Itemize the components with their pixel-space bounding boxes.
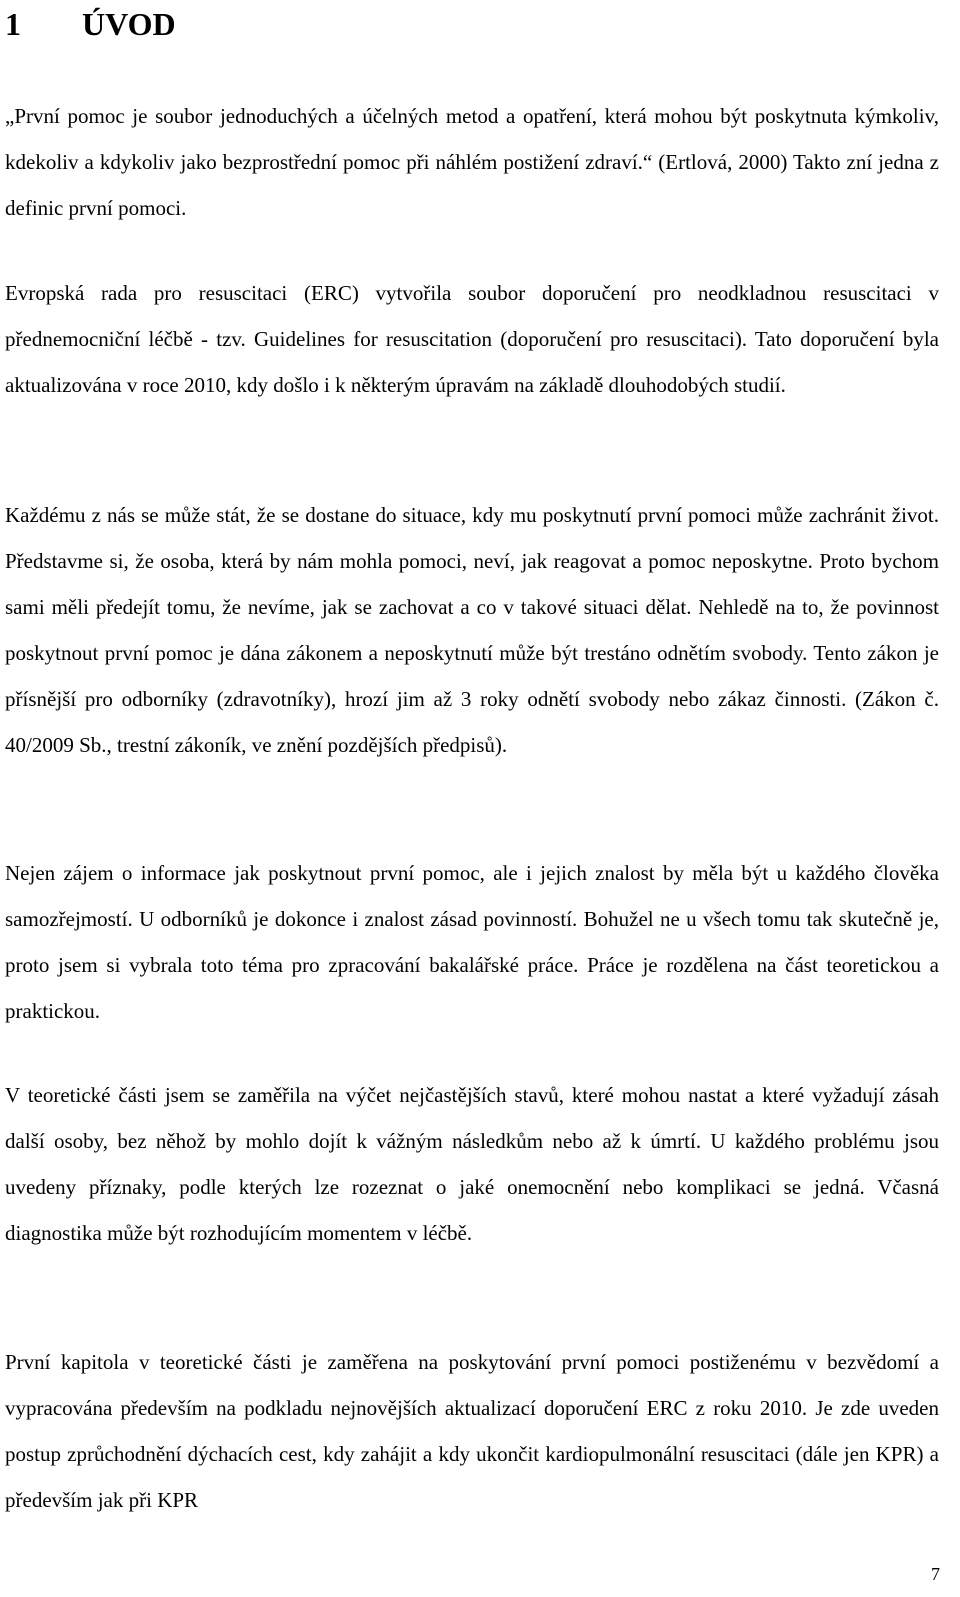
- paragraph-theory-part: V teoretické části jsem se zaměřila na výčet nejčastějších stavů, které mohou nastat a které vyžadují zásah další osoby, bez něhož by mohlo dojít k vážným následkům nebo až k úmrtí. U každého problému jsou uvedeny příznaky, podle kterých lze rozeznat o jaké onemocnění nebo komplikaci se jedná. Včasná diagnostika může být rozhodujícím momentem v léčbě.: [5, 1083, 939, 1245]
- paragraph-erc-guidelines: Evropská rada pro resuscitaci (ERC) vytvořila soubor doporučení pro neodkladnou resuscitaci v přednemocniční léčbě - tzv. Guidelines for resuscitation (doporučení pro resuscitaci). Tato doporučení byla aktualizována v roce 2010, kdy došlo i k některým úpravám na základě dlouhodobých studií.: [5, 281, 939, 397]
- chapter-heading: [5, 2, 176, 46]
- paragraph-definition: „První pomoc je soubor jednoduchých a účelných metod a opatření, která mohou být poskytnuta kýmkoliv, kdekoliv a kdykoliv jako bezprostřední pomoc při náhlém postižení zdraví.“ (Ertlová, 2000) Takto zní jedna z definic první pomoci.: [5, 104, 939, 220]
- paragraph-first-chapter: První kapitola v teoretické části je zaměřena na poskytování první pomoci postiženému v bezvědomí a vypracována především na podkladu nejnovějších aktualizací doporučení ERC z roku 2010. Je zde uveden postup zprůchodnění dýchacích cest, kdy zahájit a kdy ukončit kardiopulmonální resuscitaci (dále jen KPR) a především jak při KPR: [5, 1350, 939, 1512]
- paragraph-topic-motivation: Nejen zájem o informace jak poskytnout první pomoc, ale i jejich znalost by měla být u každého člověka samozřejmostí. U odborníků je dokonce i znalost zásad povinností. Bohužel ne u všech tomu tak skutečně je, proto jsem si vybrala toto téma pro zpracování bakalářské práce. Práce je rozdělena na část teoretickou a praktickou.: [5, 861, 939, 1023]
- chapter-number: 1: [5, 6, 21, 42]
- page-number: 7: [931, 1564, 940, 1584]
- paragraph-legal-obligation: Každému z nás se může stát, že se dostane do situace, kdy mu poskytnutí první pomoci může zachránit život. Představme si, že osoba, která by nám mohla pomoci, neví, jak reagovat a pomoc neposkytne. Proto bychom sami měli předejít tomu, že nevíme, jak se zachovat a co v takové situaci dělat. Nehledě na to, že povinnost poskytnout první pomoc je dána zákonem a neposkytnutí může být trestáno odnětím svobody. Tento zákon je přísnější pro odborníky (zdravotníky), hrozí jim až 3 roky odnětí svobody nebo zákaz činnosti. (Zákon č. 40/2009 Sb., trestní zákoník, ve znění pozdějších předpisů).: [5, 503, 939, 757]
- chapter-title: ÚVOD: [82, 6, 176, 42]
